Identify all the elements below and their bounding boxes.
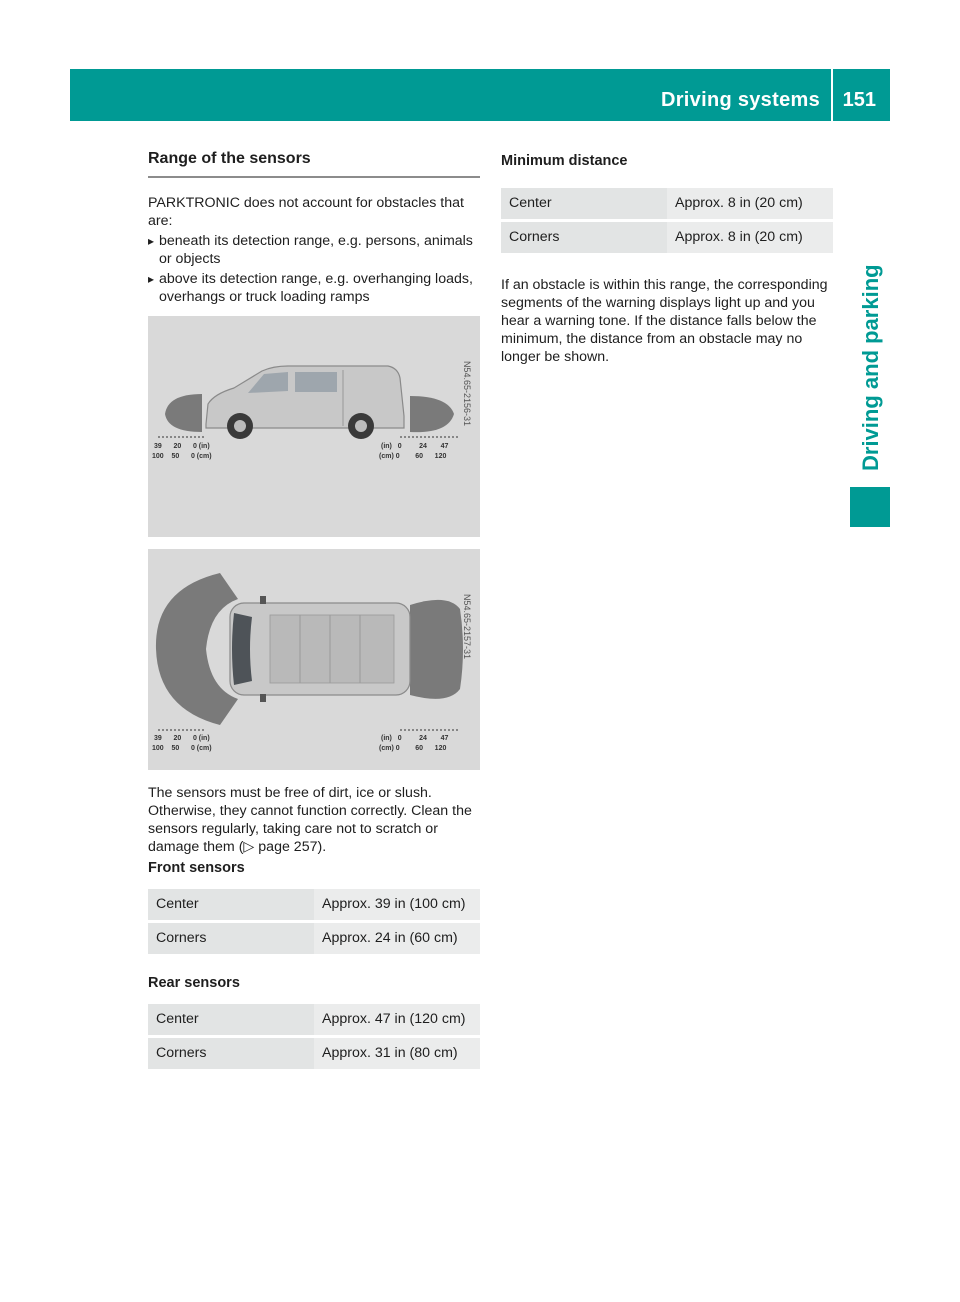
minimum-distance-note: If an obstacle is within this range, the corresponding segments of the warning displays light up and you hear a warning tone. If the distance falls below the minimum, the distance from an obstacle may no longer be shown. [501, 277, 828, 365]
table-row [501, 222, 833, 253]
table-cell-value: Approx. 47 in (120 cm) [314, 1004, 480, 1035]
list-item: ▸ beneath its detection range, e.g. persons, animals or objects [148, 233, 473, 267]
figure-code: N54.65-2157-31 [462, 593, 472, 659]
front-scale-in: 39 20 0 (in) [154, 443, 210, 450]
front-scale-cm: 100 50 0 (cm) [152, 745, 212, 752]
table-row [148, 1004, 480, 1035]
table-cell-label: Corners [501, 222, 667, 253]
page-number: 151 [842, 89, 876, 111]
side-view-figure [148, 316, 480, 537]
right-column [501, 150, 833, 366]
rear-scale-cm: (cm) 0 60 120 [379, 453, 447, 460]
page-ref-arrow-icon: ▷ [243, 839, 255, 855]
intro-text: PARKTRONIC does not account for obstacles that are: [148, 195, 464, 229]
table-row [148, 889, 480, 920]
front-detection-zone [165, 394, 202, 432]
bullet-icon: ▸ [148, 272, 155, 286]
left-column [148, 150, 480, 1072]
figure-code: N54.65-2156-31 [462, 360, 472, 426]
table-cell-value: Approx. 31 in (80 cm) [314, 1038, 480, 1069]
rear-detection-zone [410, 600, 463, 699]
table-cell-label: Corners [148, 923, 314, 954]
side-tab-label: Driving and parking [858, 264, 883, 471]
table-cell-label: Center [501, 188, 667, 219]
section-title: Range of the sensors [148, 150, 480, 178]
table-cell-value: Approx. 8 in (20 cm) [667, 188, 833, 219]
table-row [501, 188, 833, 219]
side-view-illustration [148, 316, 480, 537]
table-row [148, 923, 480, 954]
side-tab-marker [850, 487, 890, 527]
front-detection-zone [156, 573, 238, 725]
table-cell-label: Center [148, 1004, 314, 1035]
front-sensors-table [148, 886, 480, 957]
page-reference-link[interactable]: page 257). [258, 839, 327, 855]
rear-detection-zone [410, 396, 454, 432]
sensor-care-text: The sensors must be free of dirt, ice or slush. Otherwise, they cannot function correctly. Clean the sensors regularly, taking care not to scratch or damage them (▷ page 257). [148, 785, 472, 855]
table-row [148, 1038, 480, 1069]
bullet-icon: ▸ [148, 234, 155, 248]
van-side-window [295, 372, 337, 392]
table-cell-value: Approx. 8 in (20 cm) [667, 222, 833, 253]
table-cell-value: Approx. 24 in (60 cm) [314, 923, 480, 954]
front-scale-in: 39 20 0 (in) [154, 735, 210, 742]
front-scale-cm: 100 50 0 (cm) [152, 453, 212, 460]
minimum-distance-heading: Minimum distance [501, 153, 628, 169]
top-view-figure [148, 549, 480, 770]
minimum-distance-table [501, 185, 833, 256]
rear-sensors-heading: Rear sensors [148, 975, 240, 991]
table-cell-label: Corners [148, 1038, 314, 1069]
front-sensors-heading: Front sensors [148, 860, 245, 876]
page-header [70, 69, 890, 121]
rear-sensors-table [148, 1001, 480, 1072]
chapter-title: Driving systems [660, 89, 820, 111]
rear-scale-in: (in) 0 24 47 [381, 735, 449, 742]
section-side-tab [850, 121, 890, 471]
rear-scale-in: (in) 0 24 47 [381, 443, 449, 450]
van-windshield [232, 613, 252, 685]
list-item: ▸ above its detection range, e.g. overhanging loads, overhangs or truck loading ramps [148, 271, 473, 305]
table-cell-label: Center [148, 889, 314, 920]
rear-scale-cm: (cm) 0 60 120 [379, 745, 447, 752]
header-divider [831, 69, 833, 121]
table-cell-value: Approx. 39 in (100 cm) [314, 889, 480, 920]
bullet-list [148, 232, 480, 306]
